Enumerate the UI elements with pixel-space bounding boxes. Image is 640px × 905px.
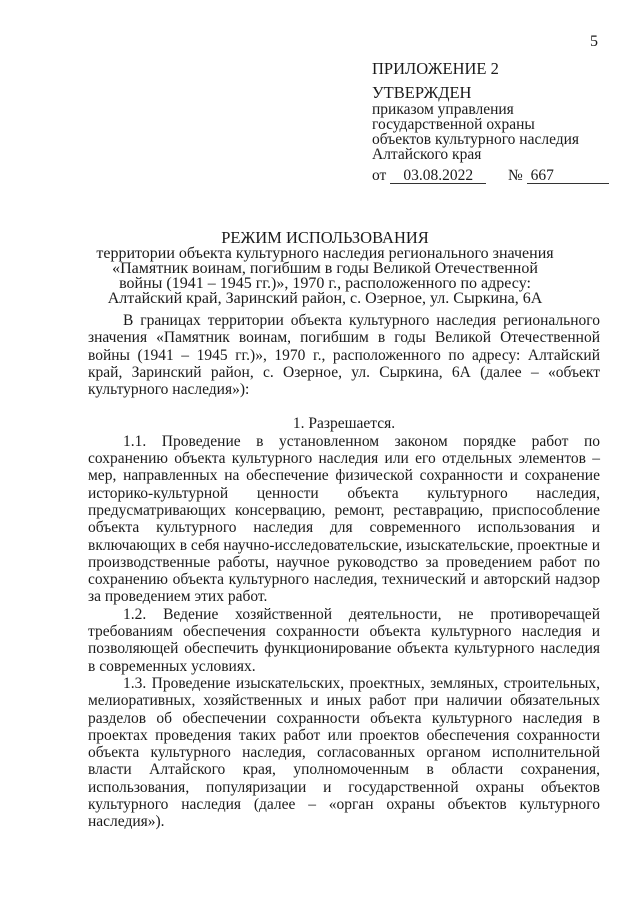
order-date-number	[372, 168, 612, 184]
title-heading: РЕЖИМ ИСПОЛЬЗОВАНИЯ	[221, 228, 429, 247]
section-heading: 1. Разрешается.	[292, 415, 396, 433]
clause-1-2: 1.2. Ведение хозяйственной деятельности, не противоречащей требованиям обеспечения сохранности объекта культурного наследия и позволяющей обеспечить функционирование объекта культурного наследия в современных условиях.	[88, 605, 600, 675]
approval-line: государственной охраны	[372, 116, 535, 133]
title-line: территории объекта культурного наследия регионального значения	[96, 245, 554, 262]
appendix-label: ПРИЛОЖЕНИЕ 2	[372, 59, 499, 78]
title-line: Алтайский край, Заринский район, с. Озерное, ул. Сыркина, 6А	[107, 290, 543, 307]
approval-line: приказом управления	[372, 101, 514, 118]
page-number: 5	[590, 33, 598, 50]
intro-paragraph: В границах территории объекта культурного наследия регионального значения «Памятник воинам, погибшим в годы Великой Отечественной войны (1941 – 1945 гг.)», 1970 г., расположенного по адресу: Алтайский край, Заринский район, с. Озерное, ул. Сыркина, 6А (далее – «объект культурного наследия»):	[88, 312, 600, 399]
approval-line: объектов культурного наследия	[372, 131, 580, 148]
from-label: от	[372, 167, 387, 184]
clause-1-3: 1.3. Проведение изыскательских, проектных, земляных, строительных, мелиоративных, хозяйственных и иных работ при наличии обязательных разделов об обеспечении сохранности объекта культурного наследия в проектах проведения таких работ или проектов обеспечения сохранности объекта культурного наследия, согласованных органом исполнительной власти Алтайского края, уполномоченным в области сохранения, использования, популяризации и государственной охраны объектов культурного наследия (далее – «орган охраны объектов культурного наследия»).	[88, 674, 600, 831]
approval-block	[372, 60, 612, 184]
order-date: 03.08.2022	[390, 168, 486, 184]
document-title	[60, 230, 590, 306]
approved-label: УТВЕРЖДЕН	[372, 83, 472, 102]
order-number: 667	[527, 168, 609, 184]
document-body	[88, 312, 600, 831]
clause-1-1: 1.1. Проведение в установленном законом порядке работ по сохранению объекта культурного наследия или его отдельных элементов – мер, направленных на обеспечение физической сохранности и сохранение историко-культурной ценности объекта культурного наследия, предусматривающих консервацию, ремонт, реставрацию, приспособление объекта культурного наследия для современного использования и включающих в себя научно-исследовательские, изыскательские, проектные и производственные работы, научное руководство за проведением работ по сохранению объекта культурного наследия, технический и авторский надзор за проведением этих работ.	[88, 432, 600, 606]
approval-line: Алтайского края	[372, 146, 482, 163]
number-label: №	[507, 167, 523, 184]
title-line: войны (1941 – 1945 гг.)», 1970 г., расположенного по адресу:	[119, 275, 531, 292]
title-line: «Памятник воинам, погибшим в годы Великой Отечественной	[112, 260, 538, 277]
